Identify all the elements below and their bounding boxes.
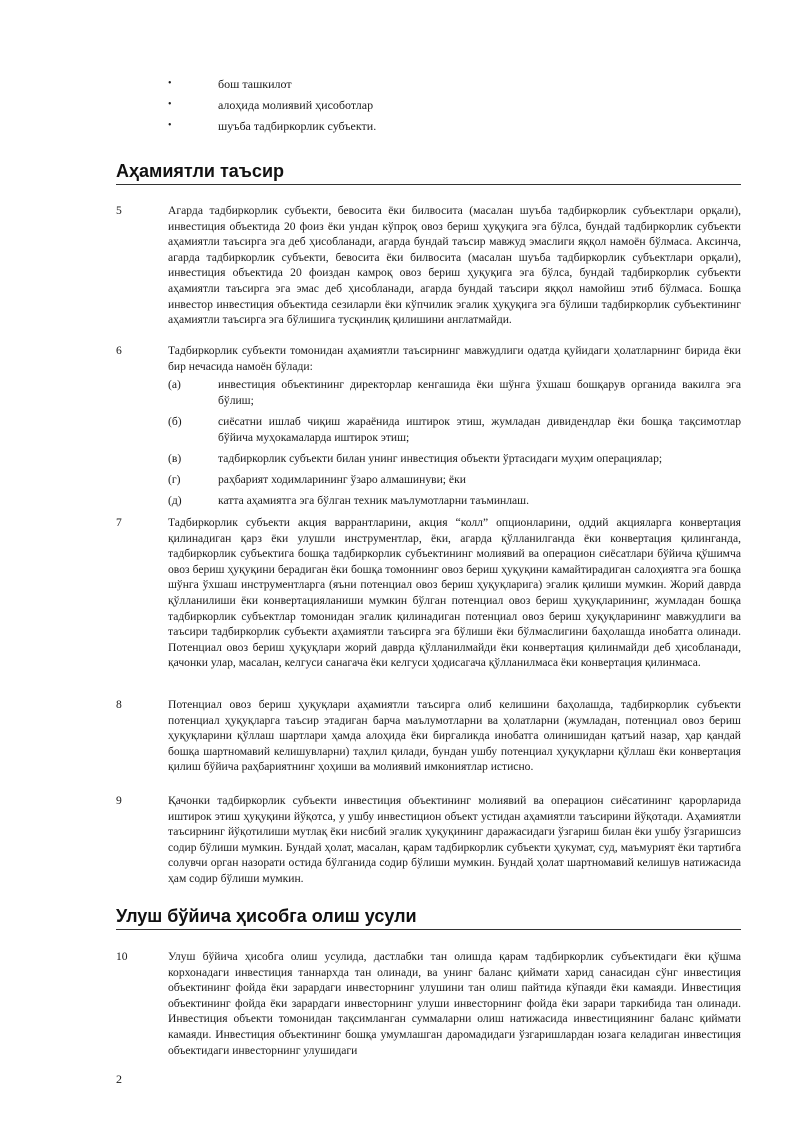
paragraph-number: 8 — [116, 698, 122, 711]
paragraph-text: Тадбиркорлик субъекти томонидан аҳамиятли таъсирнинг мавжудлиги одатда қуйидаги ҳолатларнинг бирида ёки бир нечасида намоён бўлади: — [168, 344, 741, 373]
bullet-icon: • — [168, 78, 172, 89]
subitem-letter: (б) — [168, 415, 182, 428]
paragraph-number: 5 — [116, 204, 122, 217]
subitem-letter: (a) — [168, 378, 181, 391]
bullet-text: шуъба тадбиркорлик субъекти. — [218, 119, 377, 133]
section-heading-equity-method: Улуш бўйича ҳисобга олиш усули — [116, 905, 741, 930]
subitem-text: сиёсатни ишлаб чиқиш жараёнида иштирок этиш, жумладан дивидендлар ёки бошқа тақсимотлар бўйича муҳокамаларда иштирок этиш; — [218, 415, 741, 444]
subitem-letter: (д) — [168, 494, 182, 507]
section-heading-significant-influence: Аҳамиятли таъсир — [116, 160, 741, 185]
list-item — [0, 97, 800, 118]
paragraph-number: 10 — [116, 950, 128, 963]
subitem-text: катта аҳамиятга эга бўлган техник маълумотларни таъминлаш. — [218, 494, 529, 507]
bullet-icon: • — [168, 99, 172, 110]
bullet-text: алоҳида молиявий ҳисоботлар — [218, 98, 374, 112]
bullet-icon: • — [168, 120, 172, 131]
paragraph-text: Потенциал овоз бериш ҳуқуқлари аҳамиятли таъсирга олиб келишини баҳолашда, тадбиркорлик субъекти потенциал ҳуқуқларга таъсир этадиган барча маълумотларни ва ҳолатларни (жумладан, потенциал овоз бериш ҳуқуқларини қўллаш шартлари ҳамда алоҳида ёки биргаликда инобатга олинишидан қатъий назар, ҳар қандай бошқа шартномавий келишувларни) таҳлил қилади, бундан ушбу потенциал ҳуқуқларни қўллаш ёки конвертация қилиш бўйича раҳбариятнинг ҳоҳиши ва молиявий имкониятлар истисно. — [168, 698, 741, 774]
subitem-letter: (в) — [168, 452, 182, 465]
list-item — [0, 118, 800, 139]
page-number: 2 — [116, 1072, 122, 1086]
paragraph-text: Улуш бўйича ҳисобга олиш усулида, дастлабки тан олишда қарам тадбиркорлик субъектидаги ёки қўшма корхонадаги инвестиция таннархда тан олинади, ва унинг баланс қиймати харид санасидан сўнг инвестиция объектининг фойда ёки зарардаги инвесторнинг улушини тан олиш пайтида кўпаяди ёки камаяди. Инвестиция объектининг фойда ёки зарардаги инвесторнинг улуши инвесторнинг фойда ёки зарари таркибида тан олинади. Инвестиция объекти томонидан тақсимланган суммаларни олиш натижасида инвестициянинг баланс қиймати камаяди. Инвестиция объектининг бошқа умумлашган даромадидаги ўзгаришлардан юзага келадиган инвестиция объектидаги инвесторнинг улушидаги — [168, 950, 741, 1057]
paragraph-text: Тадбиркорлик субъекти акция варрантларини, акция “колл” опционларини, оддий акцияларга конвертация қилинадиган қарз ёки улушли инструментлар, ёки, агарда қўлланилганда ёки конвертация қилинганда, тадбиркорлик субъектига бошқа тадбиркорлик субъектининг молиявий ва операцион сиёсатлари бўйича қўшимча овоз бериш ҳуқуқини берадиган ёки бошқа томоннинг овоз бериш ҳуқуқини камайтирадиган салоҳиятга эга бошқа шўнга ўхшаш инструментларга (яъни потенциал овоз бериш ҳуқуқларига) эгалик қилиши мумкин. Жорий даврда қўлланилиши ёки конвертацияланиши мумкин бўлган потенциал овоз бериш ҳуқуқларининг, жумладан бошқа тадбиркорлик субъектлар томонидан эгалик қилинадиган потенциал овоз бериш ҳуқуқларининг мавжудлиги ва таъсири тадбиркорлик субъекти аҳамиятли таъсирга эга бўлиши ёки бўлмаслигини баҳолашда инобатга олинади. Потенциал овоз бериш ҳуқуқлари жорий даврда қўлланилмайди ёки конвертация қилинмайди деб ҳисобланади, қачонки улар, масалан, келгуси санагача ёки келгуси ҳодисагача қўлланилмаса ёки конвертация қилинмаса. — [168, 516, 741, 670]
subitem-text: тадбиркорлик субъекти билан унинг инвестиция объекти ўртасидаги муҳим операциялар; — [218, 452, 663, 465]
bullet-list — [0, 76, 800, 139]
paragraph-number: 7 — [116, 516, 122, 529]
subitem-text: раҳбарият ходимларининг ўзаро алмашинуви; ёки — [218, 473, 466, 486]
subitem-text: инвестиция объектининг директорлар кенгашида ёки шўнга ўхшаш бошқарув органида вакилга эга бўлиш; — [218, 378, 741, 407]
list-item — [0, 76, 800, 97]
paragraph-text: Агарда тадбиркорлик субъекти, бевосита ёки билвосита (масалан шуъба тадбиркорлик субъектлари орқали), инвестиция объектида 20 фоиз ёки ундан кўпроқ овоз бериш ҳуқуқига эга бўлса, бундай тадбиркорлик субъекти аҳамиятли таъсирга эга деб ҳисобланади, агарда бундай таъсир мавжуд эмаслиги яққол намоён бўлмаса. Аксинча, агарда тадбиркорлик субъекти, бевосита ёки билвосита (масалан шуъба тадбиркорлик субъектлари орқали), инвестиция объектида 20 фоиздан камроқ овоз бериш ҳуқуқига эга бўлса, бундай тадбиркорлик субъекти аҳамиятли таъсирга эга эмас деб ҳисобланади, агарда бундай таъсири яққол намойиш этиб бўлмаса. Бошқа инвестор инвестиция объектида сезиларли ёки кўпчилик эгалик ҳуқуқига эга бўлиши тадбиркорлик субъектининг аҳамиятли таъсирга эга бўлишига тусқинлиқ қилишини англатмайди. — [168, 204, 741, 327]
subitem-letter: (г) — [168, 473, 181, 486]
paragraph-number: 6 — [116, 344, 122, 357]
bullet-text: бош ташкилот — [218, 77, 292, 91]
paragraph-text: Қачонки тадбиркорлик субъекти инвестиция объектининг молиявий ва операцион сиёсатининг қарорларида иштирок этиш ҳуқуқини йўқотса, у ушбу инвестицион объект устидан аҳамиятли таъсирини йўқотади. Аҳамиятли таъсирнинг йўқотилиши мутлақ ёки нисбий эгалик ҳуқуқининг даражасидаги ўзгариш билан ёки ушбу ўзгаришсиз содир бўлиши мумкин. Бундай ҳолат, масалан, қарам тадбиркорлик субъекти ҳукумат, суд, маъмурият ёки тартибга солувчи орган назорати остида бўлганида содир бўлиши мумкин. Бундай ҳолат шартномавий келишув натижасида ҳам содир бўлиши мумкин. — [168, 794, 741, 885]
paragraph-number: 9 — [116, 794, 122, 807]
